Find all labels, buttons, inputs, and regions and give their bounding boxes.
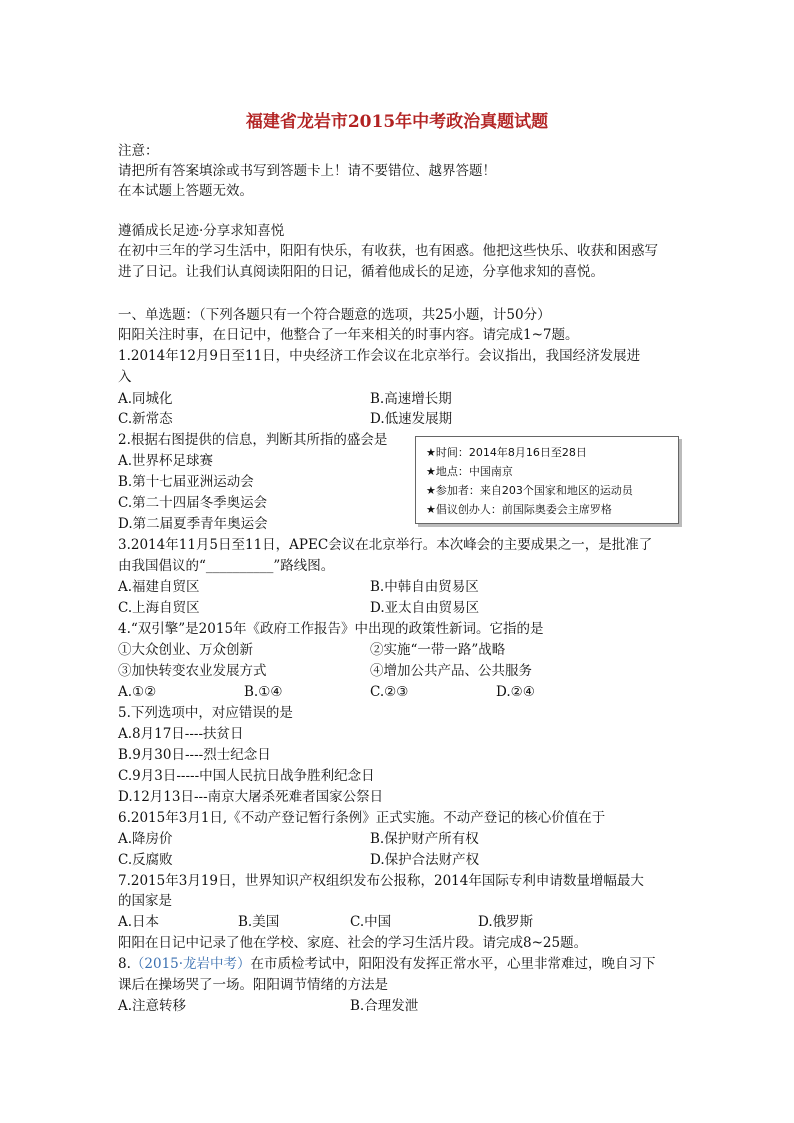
q6-stem: 6.2015年3月1日,《不动产登记暂行条例》正式实施。不动产登记的核心价值在于 [118, 810, 606, 826]
q2-option-a: A.世界杯足球赛 [118, 453, 214, 469]
q6-option-b: B.保护财产所有权 [370, 831, 479, 847]
q1-option-b: B.高速增长期 [370, 391, 452, 407]
notice-line-2: 在本试题上答题无效。 [118, 183, 253, 199]
q3-stem-2: 由我国倡议的“__________”路线图。 [118, 558, 335, 574]
q8-stem-1 [118, 954, 656, 974]
page-title: 福建省龙岩市2015年中考政治真题试题 [245, 112, 549, 132]
q4-item-2: ②实施“一带一路”战略 [370, 642, 506, 658]
notice-line-1: 请把所有答案填涂或书写到答题卡上！请不要错位、越界答题！ [118, 163, 496, 179]
q8-option-a: A.注意转移 [118, 998, 187, 1014]
q6-option-a: A.降房价 [118, 831, 173, 847]
q4-option-a: A.①② [118, 684, 157, 700]
q5-option-a: A.8月17日----扶贫日 [118, 726, 244, 742]
q8-stem-2: 课后在操场哭了一场。阳阳调节情绪的方法是 [118, 977, 388, 993]
q7-option-c: C.中国 [350, 914, 392, 930]
intro-heading: 遵循成长足迹·分享求知喜悦 [118, 223, 285, 239]
q6-option-c: C.反腐败 [118, 852, 173, 868]
q2-stem: 2.根据右图提供的信息，判断其所指的盛会是 [118, 432, 388, 448]
q4-option-d: D.②④ [496, 684, 535, 700]
event-info-box [415, 436, 679, 524]
q1-option-d: D.低速发展期 [370, 411, 453, 427]
q8-source: （2015·龙岩中考） [130, 956, 251, 972]
q7-stem-1: 7.2015年3月19日，世界知识产权组织发布公报称，2014年国际专利申请数量增幅最大 [118, 873, 644, 889]
q7-option-d: D.俄罗斯 [478, 914, 534, 930]
q7-stem-2: 的国家是 [118, 893, 172, 909]
event-place: ★地点：中国南京 [426, 465, 513, 478]
section-heading: 一、单选题：（下列各题只有一个符合题意的选项，共25小题，计50分） [118, 307, 551, 323]
q3-option-b: B.中韩自由贸易区 [370, 579, 479, 595]
q5-stem: 5.下列选项中，对应错误的是 [118, 705, 293, 721]
q5-option-d: D.12月13日---南京大屠杀死难者国家公祭日 [118, 789, 384, 805]
q8-number: 8. [118, 956, 131, 972]
section-lead: 阳阳关注时事，在日记中，他整合了一年来相关的时事内容。请完成1~7题。 [118, 327, 579, 343]
q1-option-c: C.新常态 [118, 411, 173, 427]
intro-line-1: 在初中三年的学习生活中，阳阳有快乐，有收获，也有困惑。他把这些快乐、收获和困惑写 [118, 243, 658, 259]
q1-stem-1: 1.2014年12月9日至11日，中央经济工作会议在北京举行。会议指出，我国经济发展进 [118, 348, 641, 364]
q6-option-d: D.保护合法财产权 [370, 852, 480, 868]
q3-option-d: D.亚太自由贸易区 [370, 600, 480, 616]
notice-heading: 注意： [118, 143, 159, 159]
intro-line-2: 进了日记。让我们认真阅读阳阳的日记，循着他成长的足迹，分享他求知的喜悦。 [118, 264, 604, 280]
q4-item-4: ④增加公共产品、公共服务 [370, 663, 532, 679]
q3-option-a: A.福建自贸区 [118, 579, 200, 595]
q7-option-a: A.日本 [118, 914, 160, 930]
q8-stem-text: 在市质检考试中，阳阳没有发挥正常水平，心里非常难过，晚自习下 [250, 956, 656, 972]
q4-option-c: C.②③ [370, 684, 409, 700]
q1-stem-2: 入 [118, 369, 132, 385]
event-founder: ★倡议创办人：前国际奥委会主席罗格 [426, 503, 612, 516]
q4-item-1: ①大众创业、万众创新 [118, 642, 253, 658]
event-time: ★时间：2014年8月16日至28日 [426, 446, 587, 459]
event-participants: ★参加者：来自203个国家和地区的运动员 [426, 484, 633, 497]
section-lead-2: 阳阳在日记中记录了他在学校、家庭、社会的学习生活片段。请完成8~25题。 [118, 935, 588, 951]
q7-option-b: B.美国 [238, 914, 280, 930]
q4-option-b: B.①④ [244, 684, 283, 700]
q8-option-b: B.合理发泄 [350, 998, 419, 1014]
q5-option-c: C.9月3日-----中国人民抗日战争胜利纪念日 [118, 768, 375, 784]
q3-stem-1: 3.2014年11月5日至11日，APEC会议在北京举行。本次峰会的主要成果之一，是批准了 [118, 537, 653, 553]
q4-item-3: ③加快转变农业发展方式 [118, 663, 267, 679]
q2-option-b: B.第十七届亚洲运动会 [118, 474, 254, 490]
q3-option-c: C.上海自贸区 [118, 600, 200, 616]
q1-option-a: A.同城化 [118, 391, 173, 407]
q4-stem: 4.“双引擎”是2015年《政府工作报告》中出现的政策性新词。它指的是 [118, 621, 544, 637]
q2-option-c: C.第二十四届冬季奥运会 [118, 495, 268, 511]
q5-option-b: B.9月30日----烈士纪念日 [118, 747, 271, 763]
q2-option-d: D.第二届夏季青年奥运会 [118, 516, 268, 532]
